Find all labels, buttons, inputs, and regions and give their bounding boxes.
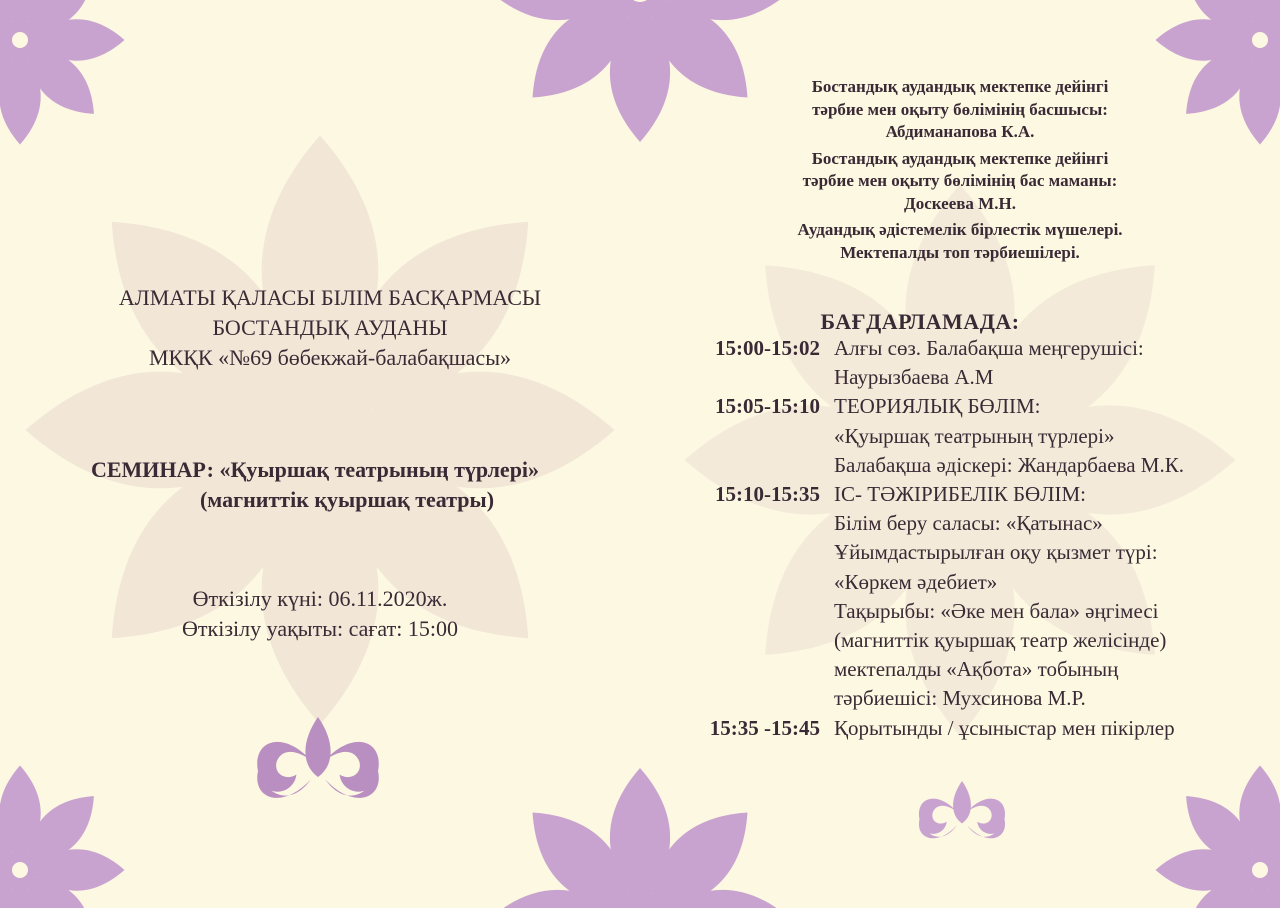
program-description xyxy=(834,714,1175,743)
organization-header xyxy=(60,283,600,373)
program-item xyxy=(674,480,1184,714)
program-line: (магниттік қуыршақ театр желісінде) xyxy=(834,628,1167,653)
official-specialist-line2: тәрбие мен оқыту бөлімінің бас маманы: xyxy=(802,171,1118,190)
header-line-city: АЛМАТЫ ҚАЛАСЫ БІЛІМ БАСҚАРМАСЫ xyxy=(118,285,542,310)
participants xyxy=(720,219,1200,264)
official-head-name: Абдиманапова К.А. xyxy=(885,122,1035,141)
official-head-line1: Бостандық аудандық мектепке дейінгі xyxy=(811,77,1109,96)
program-time: 15:00-15:02 xyxy=(715,336,820,360)
event-date: Өткізілу күні: 06.11.2020ж. xyxy=(192,586,448,611)
program-line: Тақырыбы: «Әке мен бала» әңгімесі xyxy=(834,598,1159,623)
seminar-title-line2: (магниттік қуыршақ театры) xyxy=(199,487,495,512)
program-time: 15:35 -15:45 xyxy=(709,715,820,740)
program-line: ІС- ТӘЖІРИБЕЛІК БӨЛІМ: xyxy=(834,482,1086,507)
official-specialist-line1: Бостандық аудандық мектепке дейінгі xyxy=(811,148,1109,168)
official-specialist-name: Доскеева М.Н. xyxy=(904,193,1016,213)
program-description xyxy=(834,480,1166,714)
header-line-district: БОСТАНДЫҚ АУДАНЫ xyxy=(212,315,448,340)
official-specialist xyxy=(720,148,1200,216)
program-line: мектепалды «Ақбота» тобының xyxy=(834,657,1119,682)
participants-line2: Мектепалды топ тәрбиешілері. xyxy=(840,242,1080,262)
official-head-line2: тәрбие мен оқыту бөлімінің басшысы: xyxy=(812,99,1108,119)
program-line: «Қуыршақ театрының түрлері» xyxy=(834,423,1115,448)
header-line-kindergarten: МКҚК «№69 бөбекжай-балабақшасы» xyxy=(149,345,511,370)
program-line: Балабақша әдіскері: Жандарбаева М.К. xyxy=(834,452,1184,477)
program-description xyxy=(834,392,1184,480)
program-item xyxy=(674,334,1184,392)
event-date-time xyxy=(100,584,540,644)
program-item xyxy=(674,714,1184,743)
program-time: 15:10-15:35 xyxy=(715,482,820,507)
participants-line1: Аудандық әдістемелік бірлестік мүшелері. xyxy=(797,220,1123,239)
program-line: Ұйымдастырылған оқу қызмет түрі: xyxy=(834,540,1158,565)
seminar-title-line1: СЕМИНАР: «Қуыршақ театрының түрлері» xyxy=(90,457,540,482)
program-line: Алғы сөз. Балабақша меңгерушісі: xyxy=(834,336,1144,360)
program-line: тәрбиешісі: Мухсинова М.Р. xyxy=(834,686,1086,711)
event-time: Өткізілу уақыты: сағат: 15:00 xyxy=(182,616,458,641)
seminar-title xyxy=(50,455,580,515)
program-time: 15:05-15:10 xyxy=(715,394,820,419)
program-line: Наурызбаева А.М xyxy=(834,365,994,390)
program-description xyxy=(834,334,1144,392)
program-title: БАҒДАРЛАМАДА: xyxy=(820,309,1020,334)
program-line: Білім беру саласы: «Қатынас» xyxy=(834,511,1103,536)
program-schedule xyxy=(674,334,1184,743)
small-motif-left xyxy=(257,717,379,798)
program-line: Қорытынды / ұсыныстар мен пікірлер xyxy=(834,715,1175,740)
officials-list xyxy=(720,76,1200,268)
program-item xyxy=(674,392,1184,480)
official-head xyxy=(720,76,1200,144)
program-line: ТЕОРИЯЛЫҚ БӨЛІМ: xyxy=(834,394,1041,419)
small-motif-right xyxy=(919,781,1005,838)
program-line: «Көркем әдебиет» xyxy=(834,569,998,594)
